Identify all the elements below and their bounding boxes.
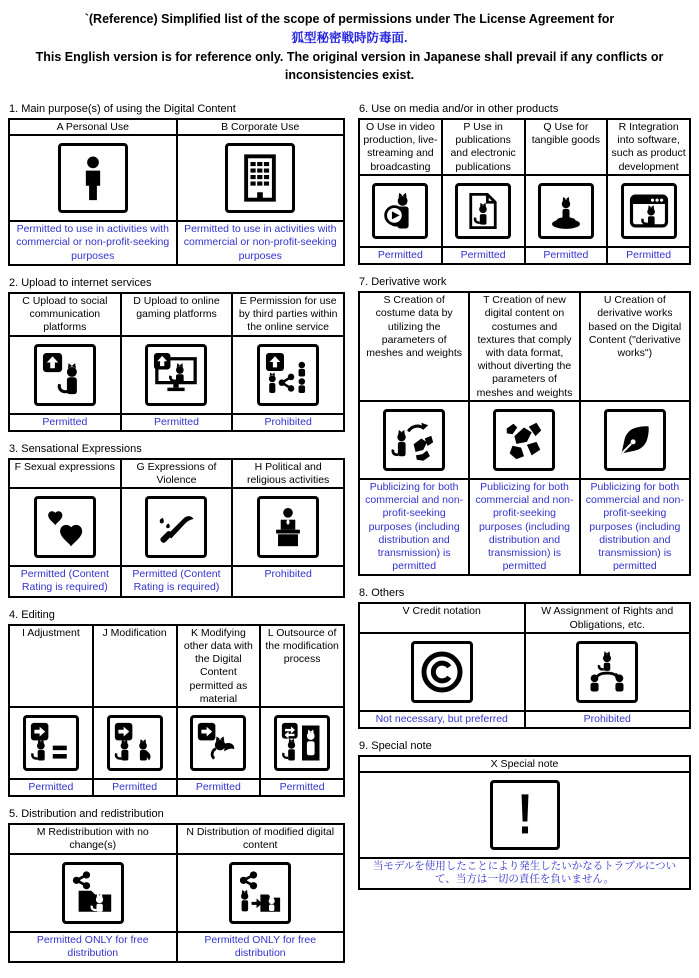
modification-icon [107, 715, 163, 771]
publication-icon [455, 183, 511, 239]
header-cell-c: C Upload to social communication platforms [9, 293, 121, 336]
software-window-icon [621, 183, 677, 239]
status-cell-e: Prohibited [232, 414, 344, 431]
status-cell-k: Permitted [177, 779, 261, 796]
new-costume-content-icon [493, 409, 555, 471]
permissions-table [358, 118, 691, 265]
permissions-table [8, 458, 345, 598]
section-heading: 8. Others [359, 587, 405, 600]
status-cell-w: Prohibited [525, 711, 691, 728]
upload-social-icon [34, 344, 96, 406]
section-derivative-work [358, 276, 691, 576]
header-cell-h: H Political and religious activities [232, 459, 344, 488]
status-cell-b: Permitted to use in activities with commercial or non-profit-seeking purposes [177, 221, 345, 265]
status-cell-v: Not necessary, but preferred [359, 711, 525, 728]
upload-gaming-icon [145, 344, 207, 406]
permissions-table [8, 292, 345, 432]
header-cell-p: P Use in publications and electronic publications [442, 119, 525, 175]
section-heading: 9. Special note [359, 740, 432, 753]
header-cell-g: G Expressions of Violence [121, 459, 233, 488]
status-cell-g: Permitted (Content Rating is required) [121, 566, 233, 596]
header-cell-l: L Outsource of the modification process [260, 625, 344, 707]
header-cell-r: R Integration into software, such as product development [607, 119, 690, 175]
knife-icon [145, 496, 207, 558]
status-cell-t: Publicizing for both commercial and non-profit-seeking purposes (including distribution and transmission) is permitted [469, 479, 579, 576]
distribute-modified-icon [229, 862, 291, 924]
title-disclaimer: This English version is for reference only. The original version in Japanese shall prevail if any conflicts or inconsistencies exist. [35, 49, 664, 83]
status-cell-a: Permitted to use in activities with commercial or non-profit-seeking purposes [9, 221, 177, 265]
left-column [8, 103, 345, 974]
tangible-goods-icon [538, 183, 594, 239]
section-main-purpose [8, 103, 345, 266]
header-cell-t: T Creation of new digital content on costumes and textures that comply with data format, without diverting the parameters of meshes and weights [469, 292, 579, 401]
third-party-share-icon [257, 344, 319, 406]
status-cell-x: 当モデルを使用したことにより発生したいかなるトラブルについて、当方は一切の責任を負いません。 [359, 858, 690, 888]
video-production-icon [372, 183, 428, 239]
modify-other-data-icon [190, 715, 246, 771]
header-cell-v: V Credit notation [359, 603, 525, 632]
header-cell-i: I Adjustment [9, 625, 93, 707]
title-model-name-japanese: 狐型秘密戦時防毒面. [291, 30, 408, 45]
right-column [358, 103, 691, 901]
section-distribution [8, 808, 345, 963]
header-cell-f: F Sexual expressions [9, 459, 121, 488]
status-cell-o: Permitted [359, 247, 442, 264]
exclamation-icon [490, 780, 560, 850]
status-cell-l: Permitted [260, 779, 344, 796]
section-media-products [358, 103, 691, 265]
title-line-1: `(Reference) Simplified list of the scope of permissions under The License Agreement for [84, 12, 615, 26]
section-heading: 2. Upload to internet services [9, 276, 152, 289]
header-cell-q: Q Use for tangible goods [525, 119, 608, 175]
status-cell-u: Publicizing for both commercial and non-profit-seeking purposes (including distribution and transmission) is permitted [580, 479, 690, 576]
status-cell-r: Permitted [607, 247, 690, 264]
section-heading: 5. Distribution and redistribution [9, 808, 164, 821]
header-cell-j: J Modification [93, 625, 177, 707]
section-heading: 1. Main purpose(s) of using the Digital Content [9, 103, 236, 115]
header-cell-x: X Special note [359, 756, 690, 772]
permissions-table [8, 823, 345, 963]
header-cell-a: A Personal Use [9, 119, 177, 135]
section-special-note [358, 740, 691, 890]
status-cell-p: Permitted [442, 247, 525, 264]
status-cell-d: Permitted [121, 414, 233, 431]
status-cell-n: Permitted ONLY for free distribution [177, 932, 345, 962]
permissions-table [358, 602, 691, 729]
header-cell-o: O Use in video production, live-streaming and broadcasting [359, 119, 442, 175]
permissions-table [8, 624, 345, 798]
header-cell-e: E Permission for use by third parties within the online service [232, 293, 344, 336]
rights-assignment-icon [576, 641, 638, 703]
status-cell-i: Permitted [9, 779, 93, 796]
permissions-table [358, 291, 691, 576]
document-title [12, 10, 687, 85]
copyright-icon [411, 641, 473, 703]
section-heading: 3. Sensational Expressions [9, 442, 142, 455]
header-cell-s: S Creation of costume data by utilizing the parameters of meshes and weights [359, 292, 469, 401]
section-heading: 4. Editing [9, 608, 55, 621]
section-others [358, 587, 691, 729]
podium-icon [257, 496, 319, 558]
permissions-table [8, 118, 345, 266]
redistribute-folder-icon [62, 862, 124, 924]
status-cell-q: Permitted [525, 247, 608, 264]
section-editing [8, 609, 345, 798]
status-cell-h: Prohibited [232, 566, 344, 596]
status-cell-m: Permitted ONLY for free distribution [9, 932, 177, 962]
section-heading: 7. Derivative work [359, 276, 447, 289]
hearts-icon [34, 496, 96, 558]
pen-nib-icon [604, 409, 666, 471]
building-icon [225, 143, 295, 213]
person-icon [58, 143, 128, 213]
status-cell-s: Publicizing for both commercial and non-profit-seeking purposes (including distribution and transmission) is permitted [359, 479, 469, 576]
outsource-icon [274, 715, 330, 771]
header-cell-u: U Creation of derivative works based on the Digital Content ("derivative works") [580, 292, 690, 401]
adjustment-icon [23, 715, 79, 771]
status-cell-c: Permitted [9, 414, 121, 431]
section-upload-internet [8, 277, 345, 432]
section-sensational-expressions [8, 443, 345, 598]
header-cell-n: N Distribution of modified digital content [177, 824, 345, 853]
status-cell-j: Permitted [93, 779, 177, 796]
header-cell-d: D Upload to online gaming platforms [121, 293, 233, 336]
section-heading: 6. Use on media and/or in other products [359, 103, 559, 115]
header-cell-w: W Assignment of Rights and Obligations, etc. [525, 603, 691, 632]
status-cell-f: Permitted (Content Rating is required) [9, 566, 121, 596]
permissions-table [358, 755, 691, 890]
header-cell-m: M Redistribution with no change(s) [9, 824, 177, 853]
header-cell-k: K Modifying other data with the Digital Content permitted as material [177, 625, 261, 707]
costume-data-icon [383, 409, 445, 471]
header-cell-b: B Corporate Use [177, 119, 345, 135]
two-column-layout [8, 103, 691, 974]
